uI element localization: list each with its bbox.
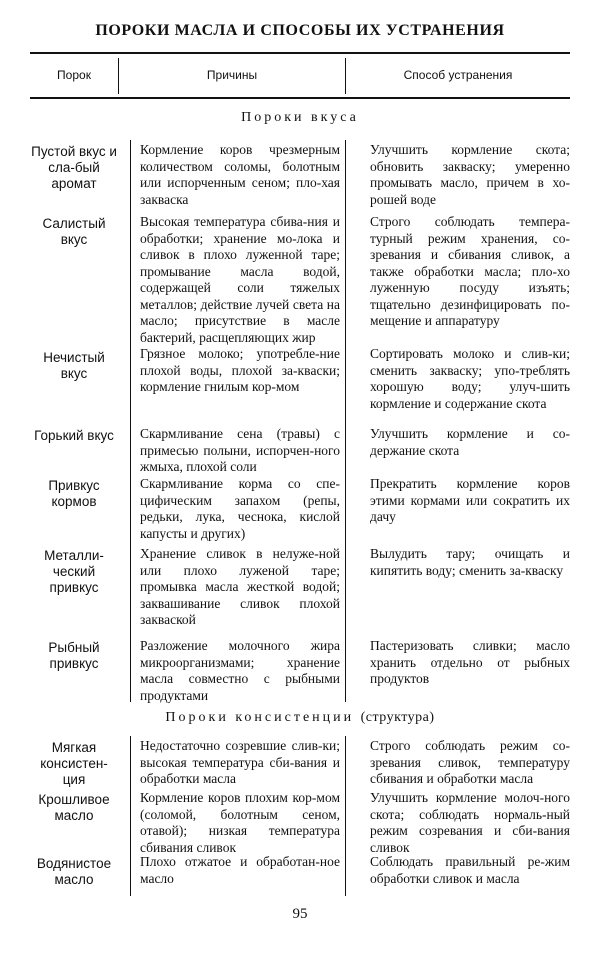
column-header-remedy: Способ устранения — [403, 68, 513, 82]
cause-text: Кормление коров плохим кор-мом (соломой, болотным сеном, отавой); низкая температура сбивания сливок — [140, 790, 340, 855]
cause-text: Скармливание сена (травы) с примесью полыни, испорчен-ного жмыха, плохой соли — [140, 426, 340, 474]
page-title: ПОРОКИ МАСЛА И СПОСОБЫ ИХ УСТРАНЕНИЯ — [95, 22, 505, 39]
defect-label: Крошливое масло — [38, 792, 110, 823]
remedy-text: Прекратить кормление коров этими кормами или сократить их дачу — [370, 476, 570, 524]
header-divider-2 — [345, 58, 346, 94]
column-divider-2 — [345, 140, 346, 702]
cause-text: Хранение сливок в нелуже-ной или плохо луженой таре; промывка масла жесткой водой; заквашивание сливок плохой закваской — [140, 546, 340, 627]
header-top-rule — [30, 52, 570, 54]
remedy-text: Улучшить кормление и со-держание скота — [370, 426, 570, 458]
cause-text: Грязное молоко; употребле-ние плохой воды, плохой за-квaски; кормление гнилым кор-мом — [140, 346, 340, 394]
remedy-text: Соблюдать правильный ре-жим обработки сливок и масла — [370, 854, 570, 886]
column-divider-1 — [130, 140, 131, 702]
column-divider-1 — [130, 736, 131, 896]
column-divider-2 — [345, 736, 346, 896]
cause-text: Плохо отжатое и обработан-ное масло — [140, 854, 340, 886]
defect-label: Пустой вкус и сла-бый аромат — [31, 144, 117, 191]
defect-label: Мягкая консистен-ция — [40, 740, 108, 787]
cause-text: Скармливание корма со спе-цифическим запахом (репы, редьки, лука, чеснока, кислой капусты и других) — [140, 476, 340, 541]
remedy-text: Вылудить тару; очищать и кипятить воду; сменить за-кваску — [370, 546, 570, 578]
section-heading-tail: (структура) — [360, 710, 435, 725]
remedy-text: Улучшить кормление молоч-ного скота; соблюдать нормаль-ный режим созревания и сби-вания сливок — [370, 790, 570, 855]
remedy-text: Сортировать молоко и слив-ки; сменить закваску; упо-треблять хорошую воду; улуч-шить кормление и содержание скота — [370, 346, 570, 411]
defect-label: Нечистый вкус — [43, 350, 105, 381]
defect-label: Горький вкус — [34, 428, 114, 443]
section-heading-taste: Пороки вкуса — [241, 110, 359, 125]
remedy-text: Строго соблюдать темпера-турный режим хранения, со-зревания и сбивания сливок, а также обработки масла; пло-хо луженную посуду изъять; тщательно дезинфицировать по-мещение и аппаратуру — [370, 214, 570, 328]
remedy-text: Улучшить кормление скота; обновить закваску; умеренно промывать масло, причем в хо-рошей воде — [370, 142, 570, 207]
cause-text: Кормление коров чрезмерным количеством соломы, болотным или испорченным сеном; пло-хая закваска — [140, 142, 340, 207]
section-heading-main: Пороки консистенции — [165, 710, 355, 725]
column-header-defect: Порок — [57, 68, 91, 82]
defect-label: Рыбный привкус — [48, 640, 100, 671]
defect-label: Привкус кормов — [48, 478, 100, 509]
cause-text: Недостаточно созревшие слив-ки; высокая температура сби-вания и обработки масла — [140, 738, 340, 786]
header-bottom-rule — [30, 97, 570, 99]
cause-text: Разложение молочного жира микроорганизмами; хранение масла совместно с рыбными продуктами — [140, 638, 340, 703]
defect-label: Водянистое масло — [36, 856, 112, 887]
page-number: 95 — [292, 906, 308, 922]
remedy-text: Строго соблюдать режим со-зревания сливок, температуру сбивания и обработки масла — [370, 738, 570, 786]
remedy-text: Пастеризовать сливки; масло хранить отдельно от рыбных продуктов — [370, 638, 570, 686]
section-heading-consistency — [0, 710, 600, 726]
defect-label: Салистый вкус — [42, 216, 106, 247]
column-header-cause: Причины — [206, 68, 258, 82]
cause-text: Высокая температура сбива-ния и обработки; хранение мо-лока и сливок в плохо луженной таре; промывание масла водой, содержащей соли тяжелых металлов; действие лучей света на масло; присутствие в масле бактерий, расщепляющих жир — [140, 214, 340, 345]
defect-label: Металли-ческий привкус — [44, 548, 104, 595]
header-divider-1 — [118, 58, 119, 94]
